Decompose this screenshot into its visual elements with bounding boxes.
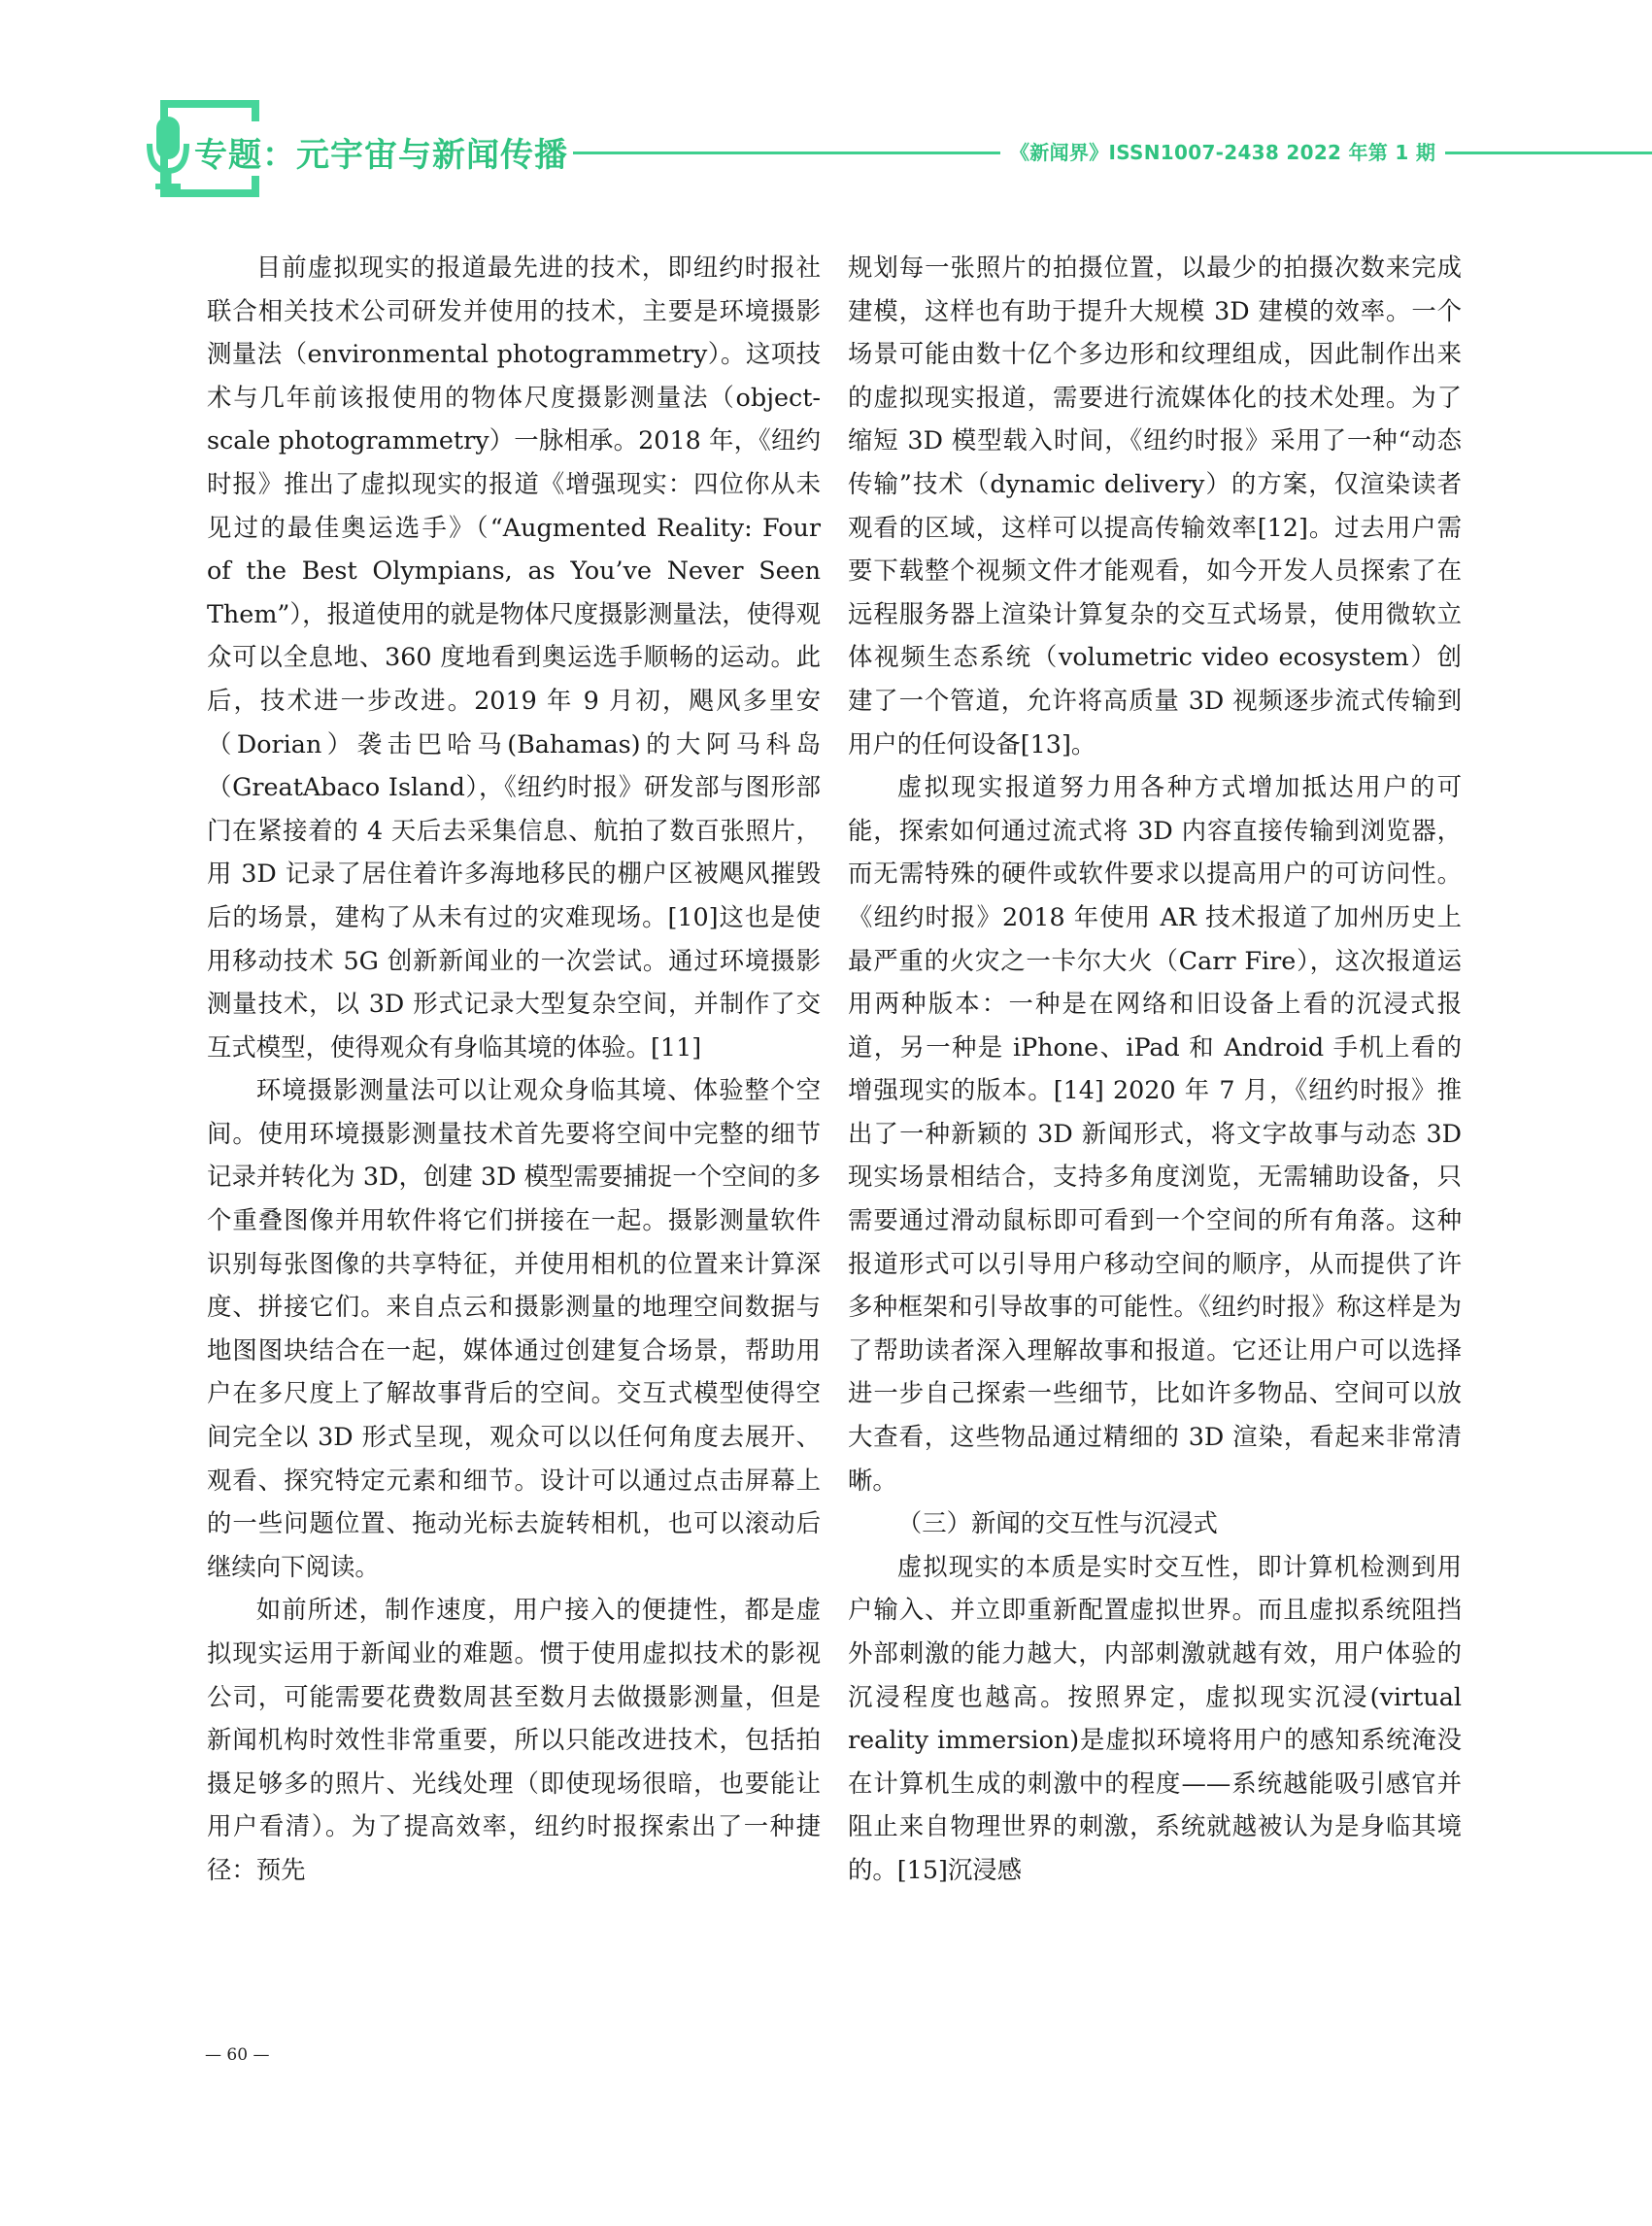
header-rule-left bbox=[573, 152, 1000, 154]
section-title: 专题：元宇宙与新闻传播 bbox=[194, 136, 568, 175]
paragraph-continuation: 规划每一张照片的拍摄位置，以最少的拍摄次数来完成建模，这样也有助于提升大规模 3D 建模的效率。一个场景可能由数十亿个多边形和纹理组成，因此制作出来的虚拟现实报道，需要进行流媒体化的技术处理。为了缩短 3D 模型载入时间，《纽约时报》采用了一种“动态传输”技术（dynamic delivery）的方案，仅渲染读者观看的区域，这样可以提高传输效率[12]。过去用户需要下载整个视频文件才能观看，如今开发人员探索了在远程服务器上渲染计算复杂的交互式场景，使用微软立体视频生态系统（volumetric video ecosystem）创建了一个管道，允许将高质量 3D 视频逐步流式传输到用户的任何设备[13]。 bbox=[848, 253, 1462, 759]
paragraph: 如前所述，制作速度，用户接入的便捷性，都是虚拟现实运用于新闻业的难题。惯于使用虚拟技术的影视公司，可能需要花费数周甚至数月去做摄影测量，但是新闻机构时效性非常重要，所以只能改进技术，包括拍摄足够多的照片、光线处理（即使现场很暗，也要能让用户看清）。为了提高效率，纽约时报探索出了一种捷径：预先 bbox=[207, 1595, 821, 1884]
paragraph: 目前虚拟现实的报道最先进的技术，即纽约时报社联合相关技术公司研发并使用的技术，主要是环境摄影测量法（environmental photogrammetry）。这项技术与几年前该报使用的物体尺度摄影测量法（object-scale photogrammetry）一脉相承。2018 年，《纽约时报》推出了虚拟现实的报道《增强现实：四位你从未见过的最佳奥运选手》（“Augmented Reality: Four of the Best Olympians, as You’ve Never Seen Them”），报道使用的就是物体尺度摄影测量法，使得观众可以全息地、360 度地看到奥运选手顺畅的运动。此后，技术进一步改进。2019 年 9 月初，飓风多里安（Dorian）袭击巴哈马(Bahamas)的大阿马科岛（GreatAbaco Island），《纽约时报》研发部与图形部门在紧接着的 4 天后去采集信息、航拍了数百张照片，用 3D 记录了居住着许多海地移民的棚户区被飓风摧毁后的场景，建构了从未有过的灾难现场。[10]这也是使用移动技术 5G 创新新闻业的一次尝试。通过环境摄影测量技术，以 3D 形式记录大型复杂空间，并制作了交互式模型，使得观众有身临其境的体验。[11] bbox=[207, 253, 821, 1062]
page-header bbox=[0, 0, 1652, 223]
page-number: — 60 — bbox=[205, 2045, 270, 2065]
paragraph: 虚拟现实的本质是实时交互性，即计算机检测到用户输入、并立即重新配置虚拟世界。而且虚拟系统阻挡外部刺激的能力越大，内部刺激就越有效，用户体验的沉浸程度也越高。按照界定，虚拟现实沉浸(virtual reality immersion)是虚拟环境将用户的感知系统淹没在计算机生成的刺激中的程度——系统越能吸引感官并阻止来自物理世界的刺激，系统就越被认为是身临其境的。[15]沉浸感 bbox=[848, 1551, 1462, 1884]
paragraph: 环境摄影测量法可以让观众身临其境、体验整个空间。使用环境摄影测量技术首先要将空间中完整的细节记录并转化为 3D，创建 3D 模型需要捕捉一个空间的多个重叠图像并用软件将它们拼接在一起。摄影测量软件识别每张图像的共享特征，并使用相机的位置来计算深度、拼接它们。来自点云和摄影测量的地理空间数据与地图图块结合在一起，媒体通过创建复合场景，帮助用户在多尺度上了解故事背后的空间。交互式模型使得空间完全以 3D 形式呈现，观众可以以任何角度去展开、观看、探究特定元素和细节。设计可以通过点击屏幕上的一些问题位置、拖动光标去旋转相机，也可以滚动后继续向下阅读。 bbox=[207, 1075, 821, 1581]
left-column bbox=[207, 246, 821, 1892]
microphone-icon bbox=[146, 115, 190, 190]
paragraph: 虚拟现实报道努力用各种方式增加抵达用户的可能，探索如何通过流式将 3D 内容直接传输到浏览器，而无需特殊的硬件或软件要求以提高用户的可访问性。《纽约时报》2018 年使用 AR 技术报道了加州历史上最严重的火灾之一卡尔大火（Carr Fire），这次报道运用两种版本：一种是在网络和旧设备上看的沉浸式报道，另一种是 iPhone、iPad 和 Android 手机上看的增强现实的版本。[14] 2020 年 7 月，《纽约时报》推出了一种新颖的 3D 新闻形式，将文字故事与动态 3D 现实场景相结合，支持多角度浏览，无需辅助设备，只需要通过滑动鼠标即可看到一个空间的所有角落。这种报道形式可以引导用户移动空间的顺序，从而提供了许多种框架和引导故事的可能性。《纽约时报》称这样是为了帮助读者深入理解故事和报道。它还让用户可以选择进一步自己探索一些细节，比如许多物品、空间可以放大查看，这些物品通过精细的 3D 渲染，看起来非常清晰。 bbox=[848, 772, 1462, 1495]
section-subheading: （三）新闻的交互性与沉浸式 bbox=[896, 1508, 1218, 1538]
header-rule-right bbox=[1445, 152, 1652, 154]
journal-info: 《新闻界》ISSN1007-2438 2022 年第 1 期 bbox=[1010, 141, 1436, 164]
right-column bbox=[848, 246, 1462, 1892]
